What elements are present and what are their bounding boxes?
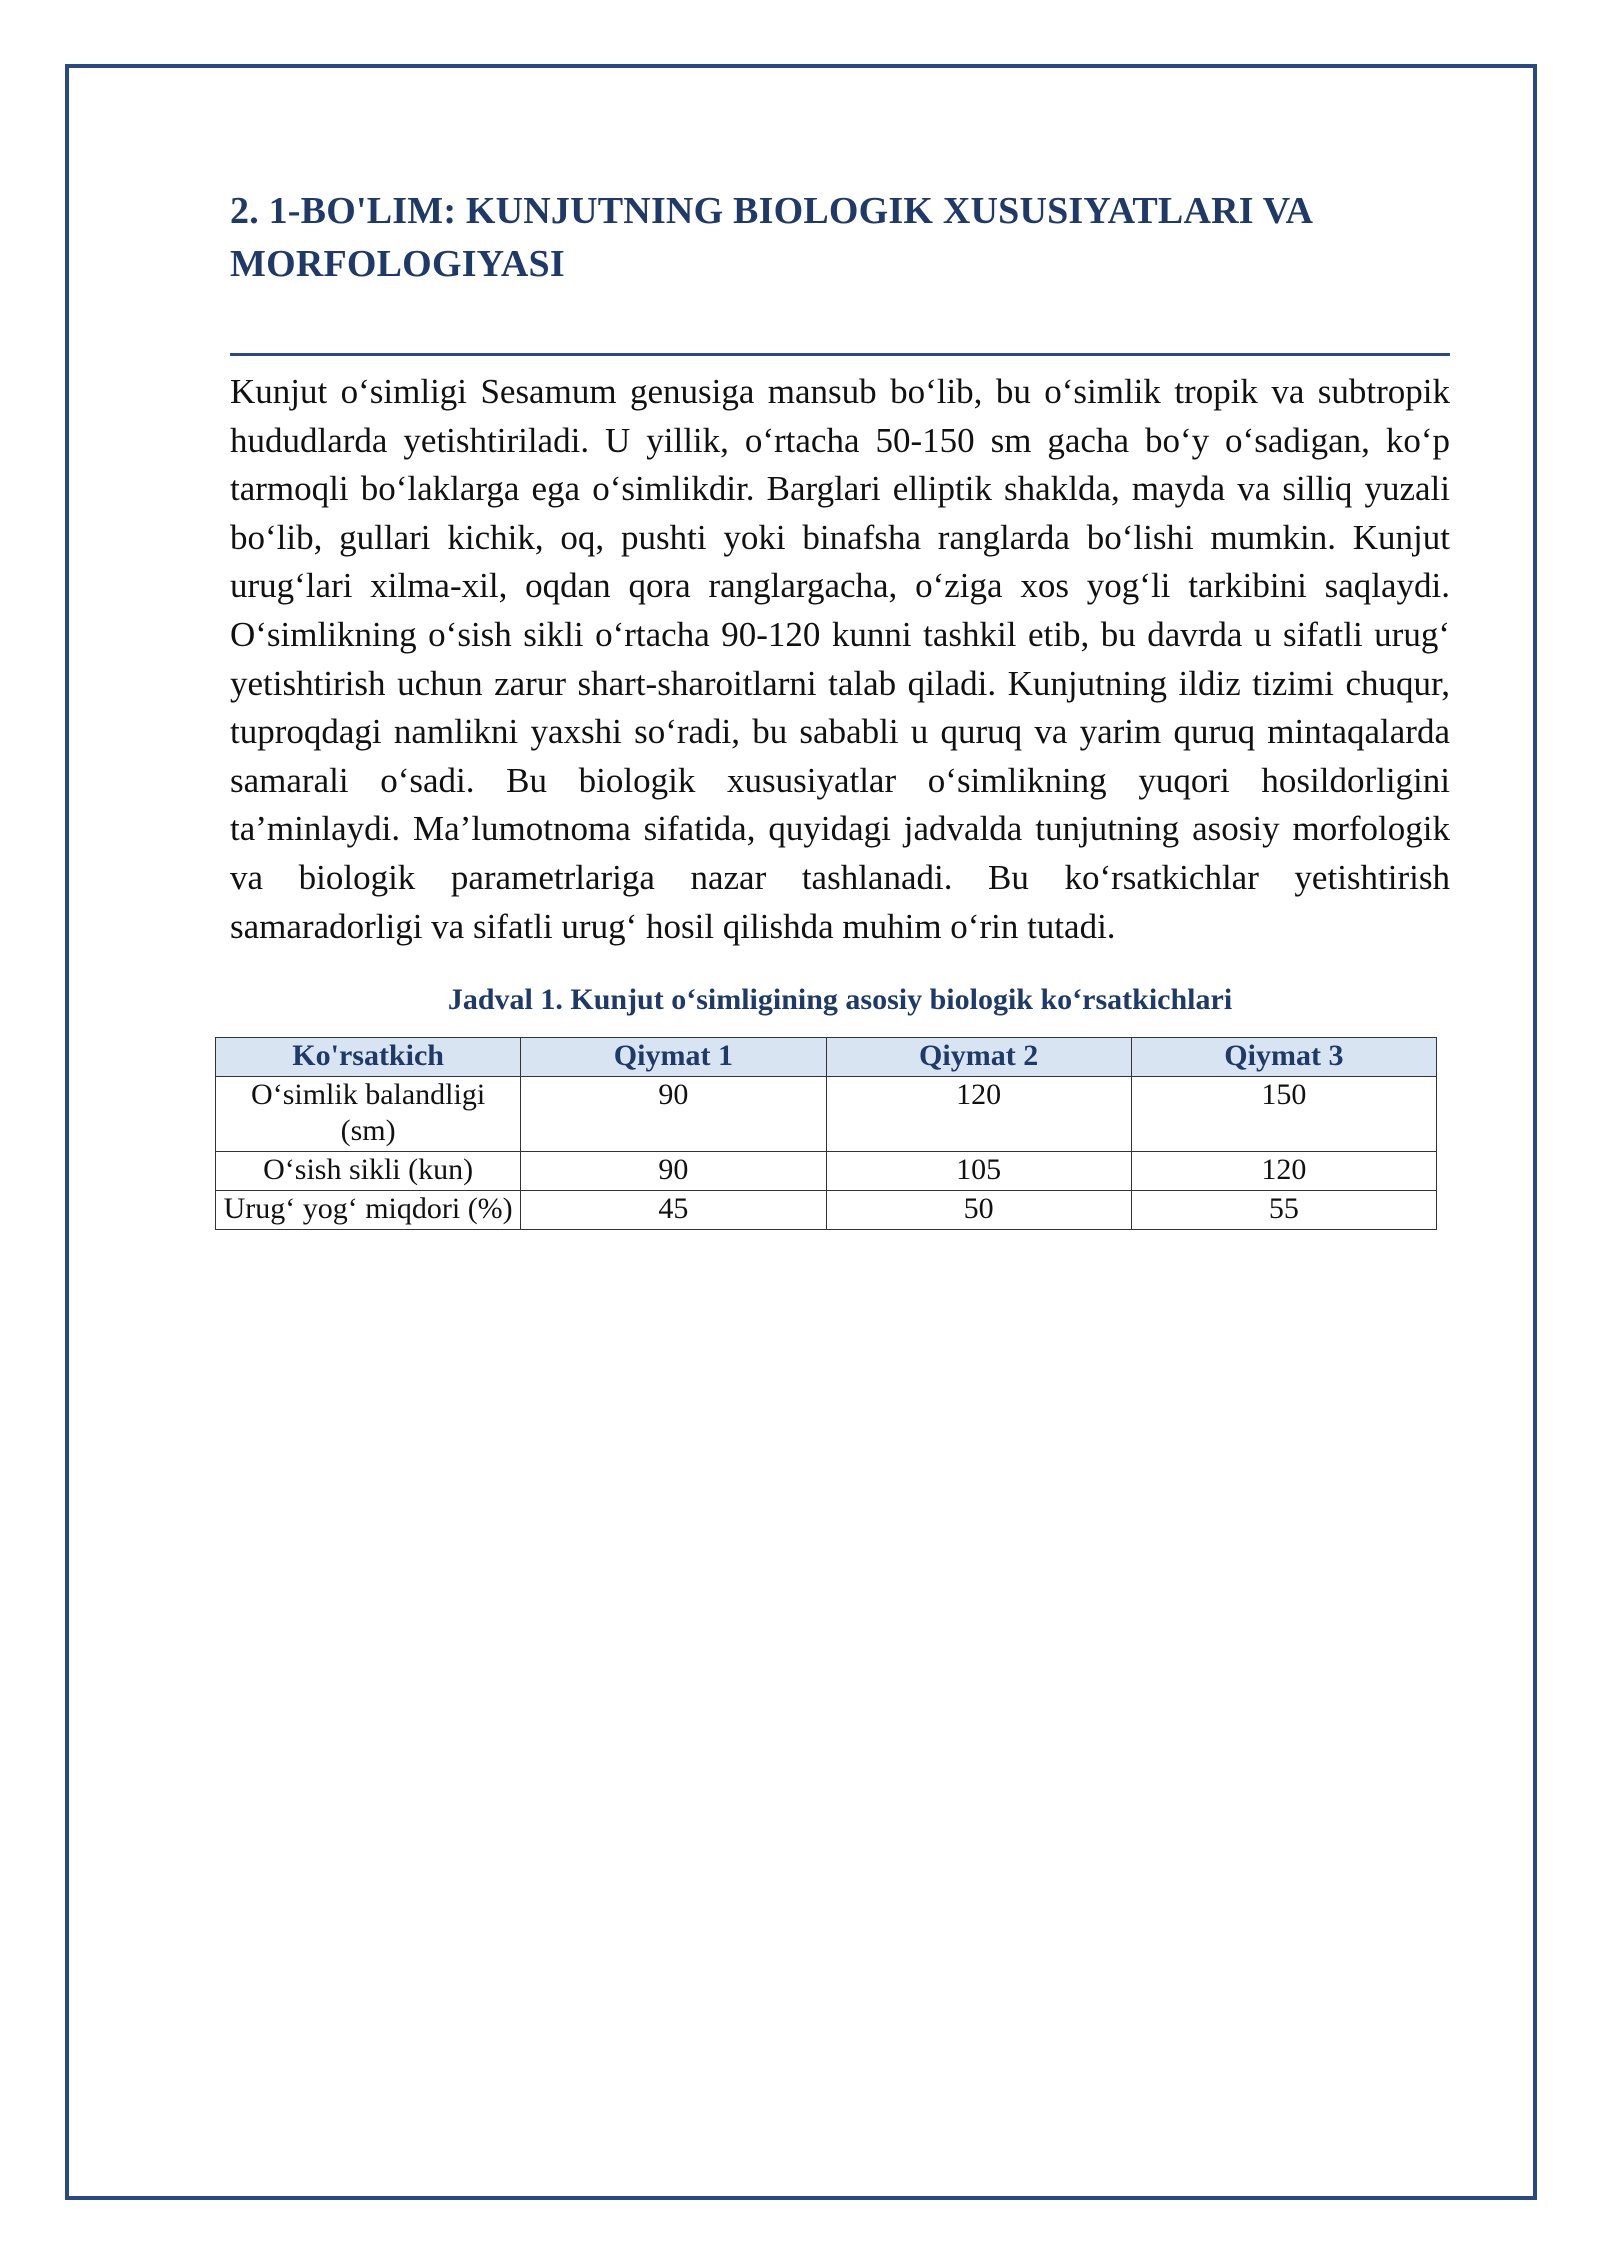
table-header-cell: Qiymat 3: [1131, 1038, 1436, 1077]
table-caption: Jadval 1. Kunjut o‘simligining asosiy biologik ko‘rsatkichlari: [447, 983, 1233, 1017]
table-header-cell: Qiymat 1: [521, 1038, 826, 1077]
table-cell: O‘simlik balandligi (sm): [216, 1077, 521, 1152]
table-cell: 45: [521, 1191, 826, 1230]
table-row: [216, 1077, 1437, 1152]
table-cell: 105: [826, 1152, 1131, 1191]
table-cell: 55: [1131, 1191, 1436, 1230]
table-cell: 90: [521, 1077, 826, 1152]
table-cell: 150: [1131, 1077, 1436, 1152]
table-header-row: [216, 1038, 1437, 1077]
table-row: [216, 1191, 1437, 1230]
document-content: [223, 185, 1450, 1230]
table-cell: 120: [826, 1077, 1131, 1152]
section-title: 2. 1-BO'LIM: KUNJUTNING BIOLOGIK XUSUSIYATLARI VA MORFOLOGIYASI: [230, 190, 1312, 285]
table-cell: 120: [1131, 1152, 1436, 1191]
table-cell: O‘sish sikli (kun): [216, 1152, 521, 1191]
body-paragraph: Kunjut o‘simligi Sesamum genusiga mansub bo‘lib, bu o‘simlik tropik va subtropik hududlarda yetishtiriladi. U yillik, o‘rtacha 50-150 sm gacha bo‘y o‘sadigan, ko‘p tarmoqli bo‘laklarga ega o‘simlikdir. Barglari elliptik shaklda, mayda va silliq yuzali bo‘lib, gullari kichik, oq, pushti yoki binafsha ranglarda bo‘lishi mumkin. Kunjut urug‘lari xilma-xil, oqdan qora ranglargacha, o‘ziga xos yog‘li tarkibini saqlaydi. O‘simlikning o‘sish sikli o‘rtacha 90-120 kunni tashkil etib, bu davrda u sifatli urug‘ yetishtirish uchun zarur shart-sharoitlarni talab qiladi. Kunjutning ildiz tizimi chuqur, tuproqdagi namlikni yaxshi so‘radi, bu sababli u quruq va yarim quruq mintaqalarda samarali o‘sadi. Bu biologik xususiyatlar o‘simlikning yuqori hosildorligini ta’minlaydi. Ma’lumotnoma sifatida, quyidagi jadvalda tunjutning asosiy morfologik va biologik parametrlariga nazar tashlanadi. Bu ko‘rsatkichlar yetishtirish samaradorligi va sifatli urug‘ hosil qilishda muhim o‘rin tutadi.: [230, 372, 1450, 946]
table-header-cell: Ko'rsatkich: [216, 1038, 521, 1077]
table-cell: Urug‘ yog‘ miqdori (%): [216, 1191, 521, 1230]
table-cell: 90: [521, 1152, 826, 1191]
table-cell: 50: [826, 1191, 1131, 1230]
table-row: [216, 1152, 1437, 1191]
title-divider: [230, 353, 1450, 356]
data-table: [215, 1037, 1437, 1230]
table-header-cell: Qiymat 2: [826, 1038, 1131, 1077]
